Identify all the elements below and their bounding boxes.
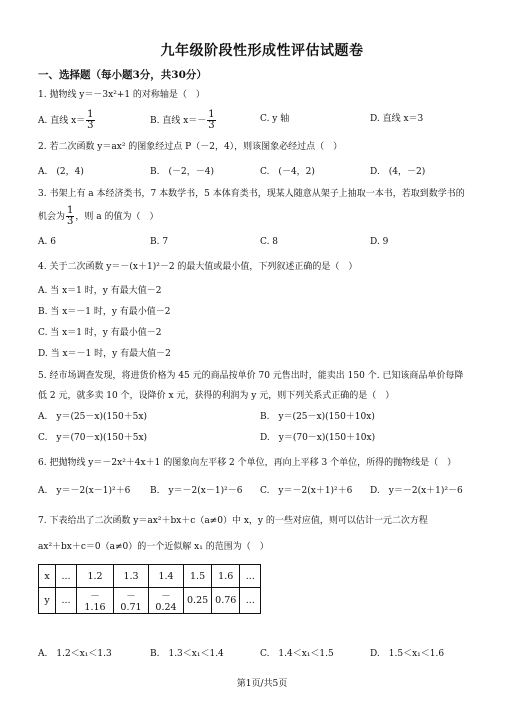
q6-option-b: B. y＝－2(x－1)²－6 (150, 486, 243, 496)
table-cell: 1.2 (77, 565, 114, 588)
q4-option-c: C. 当 x＝1 时，y 有最小值－2 (38, 328, 162, 338)
table-cell: －1.16 (77, 588, 114, 614)
q2-option-d: D. (4，－2) (370, 167, 426, 177)
table-cell: 0.76 (212, 588, 240, 614)
table-cell: －0.24 (149, 588, 184, 614)
q1-option-c: C. y 轴 (260, 114, 290, 124)
q1-stem: 1. 抛物线 y＝－3x²+1 的对称轴是（ ） (38, 90, 205, 100)
q4-option-d: D. 当 x＝－1 时，y 有最大值－2 (38, 349, 171, 359)
q6-option-c: C. y＝－2(x＋1)²＋6 (260, 486, 353, 496)
q3-option-a: A. 6 (38, 237, 56, 247)
table-cell: y (39, 588, 56, 614)
q1-option-d: D. 直线 x＝3 (370, 114, 424, 124)
table-cell: 1.6 (212, 565, 240, 588)
q2-option-c: C. (－4，2) (260, 167, 315, 177)
page-footer: 第1页/共5页 (236, 679, 288, 689)
q7-option-c: C. 1.4＜x₁＜1.5 (260, 649, 334, 659)
table-cell: 1.4 (149, 565, 184, 588)
q5-option-d: D. y＝(70－x)(150＋10x) (260, 433, 376, 443)
q3-option-b: B. 7 (150, 237, 169, 247)
q3-stem-line2: 机会为 $\frac{1}{3}$ ，则 a 的值为（ ） (38, 205, 159, 227)
q7-stem-line1: 7. 下表给出了二次函数 y＝ax²＋bx＋c（a≠0）中 x，y 的一些对应值，则可以估计一元二次方程 (38, 516, 428, 526)
q2-option-a: A. (2，4) (38, 167, 84, 177)
table-cell: 0.25 (184, 588, 212, 614)
q7-stem-line2: ax²＋bx＋c＝0（a≠0）的一个近似解 x₁ 的范围为（ ） (38, 542, 269, 552)
q1-option-a: A. 直线 x＝ $\frac{1}{3}$ (38, 109, 94, 131)
table-cell: x (39, 565, 56, 588)
q4-stem: 4. 关于二次函数 y＝－(x＋1)²－2 的最大值或最小值，下列叙述正确的是（ ） (38, 262, 358, 272)
table-cell: 1.3 (114, 565, 149, 588)
table-cell: ... (56, 565, 77, 588)
section-heading: 一、选择题（每小题3分，共30分） (38, 69, 207, 81)
q5-stem-line1: 5. 经市场调查发现，将进货价格为 45 元的商品按单价 70 元售出时，能卖出 150 个. 已知该商品单价每降 (38, 371, 464, 381)
table-row-y (39, 588, 261, 614)
exam-title: 九年级阶段性形成性评估试题卷 (160, 43, 364, 59)
q2-option-b: B. (－2，－4) (150, 167, 214, 177)
q2-stem: 2. 若二次函数 y＝ax² 的图象经过点 P（－2，4），则该图象必经过点（ ） (38, 142, 343, 152)
q3-stem-line1: 3. 书架上有 a 本经济类书，7 本数学书，5 本体育类书，现某人随意从架子上抽取一本书，若取到数学书的 (38, 189, 465, 199)
q6-stem: 6. 把抛物线 y＝－2x²＋4x＋1 的图象向左平移 2 个单位，再向上平移 3 个单位，所得的抛物线是（ ） (38, 458, 457, 468)
table-cell: ... (240, 565, 261, 588)
q7-option-d: D. 1.5＜x₁＜1.6 (370, 649, 445, 659)
q5-option-b: B. y＝(25－x)(150＋10x) (260, 412, 375, 422)
q5-stem-line2: 低 2 元，就多卖 10 个，设降价 x 元，获得的利润为 y 元，则下列关系式正确的是（ ） (38, 391, 395, 401)
q3-option-d: D. 9 (370, 237, 389, 247)
table-row-x (39, 565, 261, 588)
q7-option-b: B. 1.3＜x₁＜1.4 (150, 649, 224, 659)
q5-option-a: A. y＝(25－x)(150＋5x) (38, 412, 147, 422)
q7-option-a: A. 1.2＜x₁＜1.3 (38, 649, 112, 659)
table-cell: －0.71 (114, 588, 149, 614)
q7-value-table (38, 564, 261, 614)
table-cell: ... (240, 588, 261, 614)
q6-option-a: A. y＝－2(x－1)²＋6 (38, 486, 131, 496)
q6-option-d: D. y＝－2(x＋1)²－6 (370, 486, 463, 496)
q1-option-b: B. 直线 x＝－ $\frac{1}{3}$ (150, 109, 215, 131)
q4-option-a: A. 当 x＝1 时，y 有最大值－2 (38, 286, 162, 296)
q5-option-c: C. y＝(70－x)(150＋5x) (38, 433, 148, 443)
table-cell: ... (56, 588, 77, 614)
table-cell: 1.5 (184, 565, 212, 588)
q3-option-c: C. 8 (260, 237, 279, 247)
q4-option-b: B. 当 x＝－1 时，y 有最小值－2 (38, 307, 171, 317)
